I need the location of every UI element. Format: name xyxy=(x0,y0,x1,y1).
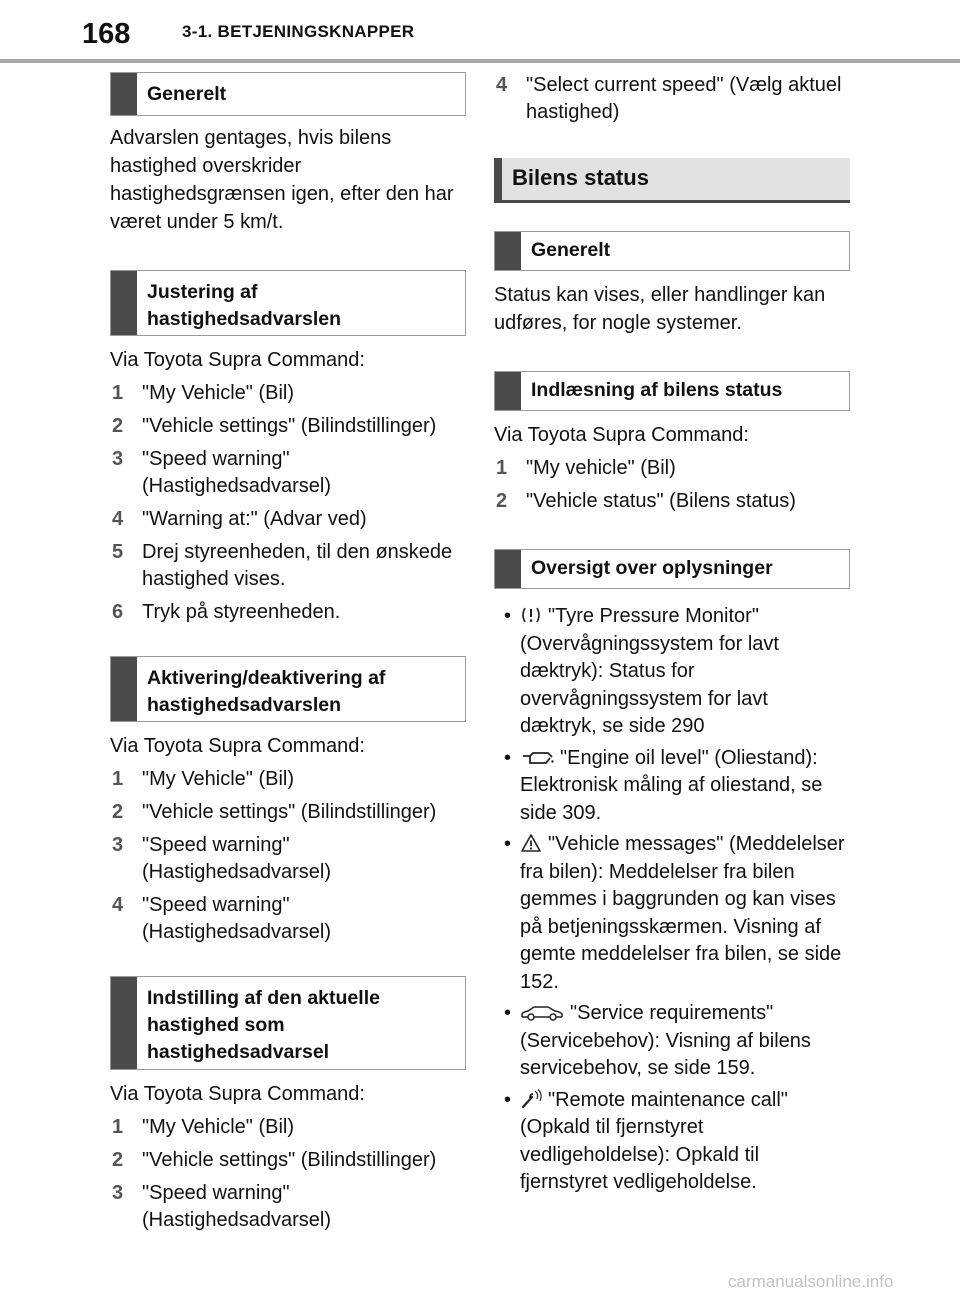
subheading-generelt: Generelt xyxy=(110,72,466,116)
list-item: • "Service requirements" (Servicebehov): Visning af bilens servicebehov, se side 159. xyxy=(504,1002,811,1079)
step-item: 6 Tryk på styreenheden. xyxy=(112,601,341,623)
step-item: 2 "Vehicle status" (Bilens status) xyxy=(496,490,796,512)
step-item: 1 "My Vehicle" (Bil) xyxy=(112,382,295,404)
car-service-icon xyxy=(520,1004,564,1022)
page-number: 168 xyxy=(82,18,131,50)
step-item: 3 "Speed warning" (Hastighedsadvarsel) xyxy=(112,834,331,883)
watermark: carmanualsonline.info xyxy=(728,1272,894,1291)
chapter-title: 3-1. BETJENINGSKNAPPER xyxy=(182,22,415,41)
aktivering-intro: Via Toyota Supra Command: xyxy=(110,735,365,757)
list-item: • "Remote maintenance call" (Opkald til fjernstyret vedligeholdelse): Opkald til fjernstyret vedligeholdelse. xyxy=(504,1088,788,1193)
step-item: 3 "Speed warning" (Hastighedsadvarsel) xyxy=(112,1182,331,1231)
wrench-signal-icon xyxy=(520,1089,542,1109)
step-item: 1 "My vehicle" (Bil) xyxy=(496,457,676,479)
page-header xyxy=(0,0,960,70)
section-heading-bilens-status: Bilens status xyxy=(494,158,850,203)
step-item: 5 Drej styreenheden, til den ønskede hastighed vises. xyxy=(112,541,453,590)
step-item: 4 "Warning at:" (Advar ved) xyxy=(112,508,367,530)
subheading-justering: Justering af hastighedsadvarslen xyxy=(110,270,466,336)
aktivering-steps xyxy=(110,766,466,946)
indlaesning-intro: Via Toyota Supra Command: xyxy=(494,424,749,446)
info-bullet-list xyxy=(494,603,850,1197)
tire-pressure-icon xyxy=(520,605,542,625)
oil-can-icon xyxy=(520,749,554,767)
list-item: • "Engine oil level" (Oliestand): Elektronisk måling af oliestand, se side 309. xyxy=(504,746,823,824)
subheading-indstilling: Indstilling af den aktuelle hastighed som hastighedsadvarsel xyxy=(110,976,466,1070)
subheading-aktivering: Aktivering/deaktivering af hastighedsadvarslen xyxy=(110,656,466,722)
step-item: 1 "My Vehicle" (Bil) xyxy=(112,1116,295,1138)
paragraph-warning-repeat: Advarslen gentages, hvis bilens hastighed overskrider hastighedsgrænsen igen, efter den har været under 5 km/t. xyxy=(110,127,454,233)
step-item: 4 "Speed warning" (Hastighedsadvarsel) xyxy=(112,894,331,943)
justering-intro: Via Toyota Supra Command: xyxy=(110,349,365,371)
indstilling-steps xyxy=(110,1114,466,1234)
warning-triangle-icon xyxy=(520,833,542,853)
step-item: 1 "My Vehicle" (Bil) xyxy=(112,768,295,790)
indlaesning-steps xyxy=(494,455,850,515)
list-item: • "Tyre Pressure Monitor" (Overvågningssystem for lavt dæktryk): Status for overvågningssystem for lavt dæktryk, se side 290 xyxy=(504,605,779,737)
list-item: • "Vehicle messages" (Meddelelser fra bilen): Meddelelser fra bilen gemmes i baggrunden og kan vises på betjeningsskærmen. Visning af gemte meddelelser fra bilen, se side 152. xyxy=(504,833,845,993)
header-divider xyxy=(0,59,960,63)
step-item: 3 "Speed warning" (Hastighedsadvarsel) xyxy=(112,448,331,497)
paragraph-status: Status kan vises, eller handlinger kan udføres, for nogle systemer. xyxy=(494,284,826,334)
subheading-generelt-right: Generelt xyxy=(494,231,850,271)
step-item: 2 "Vehicle settings" (Bilindstillinger) xyxy=(112,415,437,437)
indstilling-intro: Via Toyota Supra Command: xyxy=(110,1083,365,1105)
step-item: 4 "Select current speed" (Vælg aktuel hastighed) xyxy=(496,74,842,123)
subheading-oversigt: Oversigt over oplysninger xyxy=(494,549,850,589)
step-item: 2 "Vehicle settings" (Bilindstillinger) xyxy=(112,1149,437,1171)
left-column xyxy=(110,72,466,1234)
step-item: 2 "Vehicle settings" (Bilindstillinger) xyxy=(112,801,437,823)
subheading-indlaesning: Indlæsning af bilens status xyxy=(494,371,850,411)
justering-steps xyxy=(110,380,466,626)
right-column xyxy=(494,72,850,1197)
